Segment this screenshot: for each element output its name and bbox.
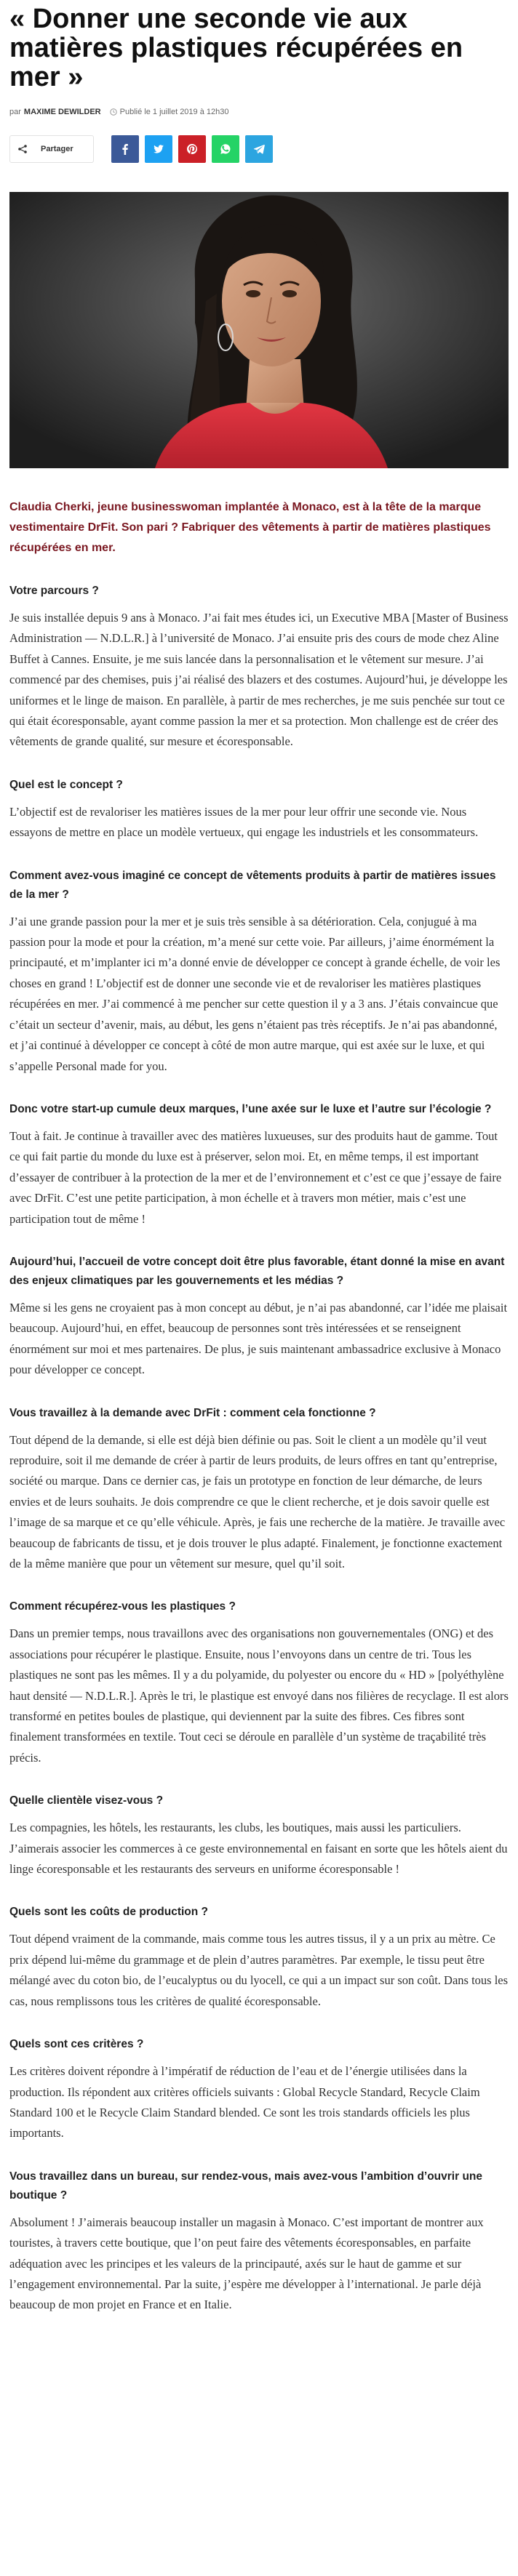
question-heading: Vous travaillez à la demande avec DrFit : comment cela fonctionne ? [9, 1406, 376, 1419]
share-icon [17, 144, 28, 154]
article-title: « Donner une seconde vie aux matières plastiques récupérées en mer » [9, 4, 463, 92]
qa-section [9, 582, 509, 2316]
answer-paragraph: Tout dépend de la demande, si elle est déjà bien définie ou pas. Soit le client a un modèle qu’il veut reproduire, soit il me demande de créer à partir de leurs produits, de leurs offres en tant qu’entreprise, société ou marque. Dans ce dernier cas, je fais un prototype en fonction de leur démarche, de leurs envies et de leurs souhaits. Je dois comprendre ce que le client recherche, et je dois savoir quelle est l’image de sa marque et ce qu’elle véhicule. Après, je fais une recherche de la matière. Je travaille avec beaucoup de fabricants de tissu, et je dois trouver le plus adapté. Finalement, je fonctionne exactement de la même manière que pour un vêtement sur mesure, quel qu’il soit. [9, 1432, 506, 1570]
question-heading: Vous travaillez dans un bureau, sur rendez-vous, mais avez-vous l’ambition d’ouvrir une boutique ? [9, 2170, 483, 2202]
answer-paragraph: Tout à fait. Je continue à travailler avec des matières luxueuses, sur des produits haut de gamme. Tout ce qui fait partie du monde du luxe est à préserver, selon moi. Et, en même temps, il est important d’essayer de contribuer à la protection de la mer et de l’environnement et c’est ce que j’essaye de faire avec DrFit. C’est une petite participation, à mon échelle et à travers mon métier, mais c’est une participation tout de même ! [9, 1128, 502, 1226]
question-heading: Donc votre start-up cumule deux marques, l’une axée sur le luxe et l’autre sur l’écologie ? [9, 1102, 492, 1115]
article-meta [9, 108, 509, 116]
answer-paragraph: Tout dépend vraiment de la commande, mais comme tous les autres tissus, il y a un prix au mètre. Ce prix dépend lui-même du grammage et de plein d’autres paramètres. Par exemple, le tissu peut être mélangé avec du coton bio, de l’eucalyptus ou du lyocell, ce qui a un impact sur son coût. Dans tous les cas, nous remplissons tous les critères de qualité écoresponsable. [9, 1932, 509, 2008]
byline-prefix: par [9, 108, 21, 116]
article-page [0, 4, 518, 2316]
whatsapp-share-button[interactable] [212, 135, 239, 163]
question-heading: Quelle clientèle visez-vous ? [9, 1794, 164, 1807]
clock-icon [110, 108, 117, 116]
facebook-icon [119, 143, 131, 155]
answer-paragraph: Absolument ! J’aimerais beaucoup installer un magasin à Monaco. C’est important de montrer aux touristes, à travers cette boutique, que l’on peut faire des vêtements écoresponsables, en parfaite adéquation avec les principes et les valeurs de la principauté, axés sur le haut de gamme et sur l’engagement environnemental. Par la suite, j’espère me développer à l’international. Je parle déjà beaucoup de mon projet en France et en Italie. [9, 2215, 484, 2312]
portrait-photo [9, 192, 509, 468]
question-heading: Comment avez-vous imaginé ce concept de vêtements produits à partir de matières issues de la mer ? [9, 869, 496, 901]
telegram-icon [253, 143, 265, 155]
question-heading: Quels sont les coûts de production ? [9, 1906, 208, 1919]
author-link[interactable]: MAXIME DEWILDER [23, 108, 101, 116]
telegram-share-button[interactable] [245, 135, 273, 163]
answer-paragraph: Je suis installée depuis 9 ans à Monaco. J’ai fait mes études ici, un Executive MBA [Master of Business Administration — N.D.L.R.] à l’université de Monaco. J’ai ensuite pris des cours de mode chez Aline Buffet à Cannes. Ensuite, je me suis lancée dans la personnalisation et le vêtement sur mesure. J’ai commencé par des chemises, puis j’ai réalisé des blazers et des costumes. Aujourd’hui, je développe les uniformes et le linge de maison. En parallèle, à partir de mes recherches, je me suis penchée sur tout ce qui était écoresponsable, ayant comme passion la mer et sa protection. Mon challenge est de créer des vêtements de grande qualité, sur mesure et écoresponsable. [9, 611, 509, 749]
question-heading: Comment récupérez-vous les plastiques ? [9, 1600, 236, 1613]
article-intro: Claudia Cherki, jeune businesswoman implantée à Monaco, est à la tête de la marque vestimentaire DrFit. Son pari ? Fabriquer des vêtements à partir de matières plastiques récupérées en mer. [9, 501, 491, 554]
share-bar [9, 135, 509, 163]
answer-paragraph: L’objectif est de revaloriser les matières issues de la mer pour leur offrir une seconde vie. Nous essayons de mettre en place un modèle vertueux, qui engage les industriels et les consommateurs. [9, 804, 479, 840]
question-heading: Quel est le concept ? [9, 778, 123, 791]
question-heading: Quels sont ces critères ? [9, 2038, 144, 2051]
pinterest-icon [186, 143, 198, 155]
answer-paragraph: Les critères doivent répondre à l’impératif de réduction de l’eau et de l’énergie utilisées dans la production. Ils répondent aux critères officiels suivants : Global Recycle Standard, Recycle Claim Standard 100 et le Recycle Claim Standard blended. Ce sont les trois standards officiels les plus importants. [9, 2064, 480, 2140]
twitter-share-button[interactable] [145, 135, 172, 163]
answer-paragraph: Les compagnies, les hôtels, les restaurants, les clubs, les boutiques, mais aussi les particuliers. J’aimerais associer les commerces à ce geste environnemental en faisant en sorte que les hôtels aient du linge écoresponsable et les restaurants des serveurs en uniforme écoresponsable ! [9, 1821, 508, 1877]
answer-paragraph: J’ai une grande passion pour la mer et je suis très sensible à sa détérioration. Cela, conjugué à ma passion pour la mode et pour la création, m’a mené sur cette voie. Par ailleurs, j’aime énormément la principauté, et m’implanter ici m’a donné envie de développer ce concept à grande échelle, de voir les choses en grand ! L’objectif est de donner une seconde vie et de revaloriser les matières plastiques récupérées en mer. J’ai commencé à me pencher sur cette question il y a 3 ans. J’étais convaincue que c’était un secteur d’avenir, mais, au début, les gens n’étaient pas très réceptifs. Je n’ai pas abandonné, et j’ai continué à développer ce concept à côté de mon autre marque, qui est axée sur le luxe, et qui s’appelle Personal made for you. [9, 914, 501, 1073]
answer-paragraph: Même si les gens ne croyaient pas à mon concept au début, je n’ai pas abandonné, car l’idée me plaisait beaucoup. Aujourd’hui, en effet, beaucoup de personnes sont très intéressées et se renseignent énormément sur moi et mes partenaires. De plus, je suis maintenant ambassadrice exclusive à Monaco pour développer ce concept. [9, 1300, 508, 1377]
pinterest-share-button[interactable] [178, 135, 206, 163]
whatsapp-icon [220, 143, 231, 155]
publish-date: Publié le 1 juillet 2019 à 12h30 [119, 108, 229, 116]
twitter-icon [153, 143, 164, 155]
share-label: Partager [41, 145, 73, 153]
facebook-share-button[interactable] [111, 135, 139, 163]
share-button[interactable] [9, 135, 94, 163]
answer-paragraph: Dans un premier temps, nous travaillons avec des organisations non gouvernementales (ONG) et des associations pour récupérer le plastique. Ensuite, nous l’envoyons dans un centre de tri. Tous les plastiques ne sont pas les mêmes. Il y a du polyamide, du polyester ou encore du « HD » [polyéthylène haut densité — N.D.L.R.]. Après le tri, le plastique est envoyé dans nos filières de recyclage. Il est alors transformé en petites boules de plastique, qui deviennent par la suite des fibres. Ces fibres sont finalement transformées en textile. Tout ceci se déroule en parallèle d’un système de traçabilité très précis. [9, 1626, 509, 1765]
question-heading: Votre parcours ? [9, 585, 99, 597]
question-heading: Aujourd’hui, l’accueil de votre concept doit être plus favorable, étant donné la mise en avant des enjeux climatiques par les gouvernements et les médias ? [9, 1255, 505, 1287]
